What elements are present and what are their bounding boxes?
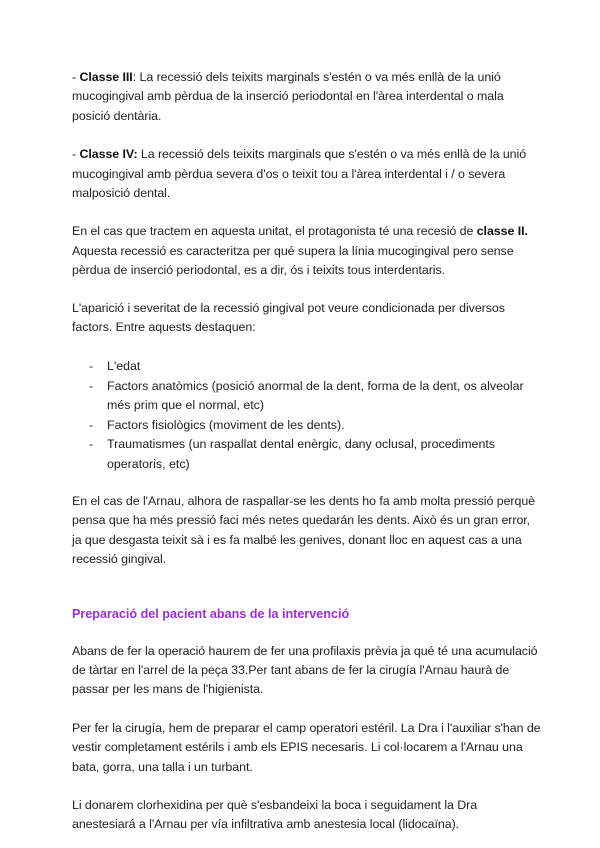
classe-iii-text: : La recessió dels teixits marginals s'estén o va més enllà de la unió mucogingival amb pèrdua de la inserció periodontal en l'àrea interdental o mala posició dentària. xyxy=(72,70,504,123)
aparicio-paragraph: L'aparició i severitat de la recessió gingival pot veure condicionada per diversos factors. Entre aquests destaquen: xyxy=(72,300,505,335)
classe-iii-label: Classe III xyxy=(79,70,133,84)
classe-iv-prefix: - xyxy=(72,147,80,162)
list-item xyxy=(70,377,542,416)
cas-text-before: En el cas que tractem en aquesta unitat, el protagonista té una recesió de xyxy=(72,224,477,239)
list-dash: - xyxy=(89,378,94,393)
arnau-paragraph: En el cas de l'Arnau, alhora de raspallar-se les dents ho fa amb molta pressió perquè pensa que ha més pressió faci més netes quedarán les dents. Això és un gran error, ja que desgasta teixit sà i es fa malbé les genives, donant lloc en aquest cas a una recessió gingival. xyxy=(72,493,536,567)
list-item xyxy=(70,357,542,376)
list-item xyxy=(70,416,542,435)
list-item-text: L'edat xyxy=(107,359,141,374)
list-dash: - xyxy=(89,437,94,452)
list-dash: - xyxy=(89,417,94,432)
profilaxis-paragraph: Abans de fer la operació haurem de fer una profilaxis prèvia ja qué té una acumulació de tàrtar en l'arrel de la peça 33.Per tant abans de fer la cirugía l'Arnau haurà de passar per les mans de l'higienista. xyxy=(72,643,538,697)
classe-iii-prefix: - xyxy=(72,70,80,84)
cas-paragraph xyxy=(72,222,542,280)
camp-operatori-paragraph: Per fer la cirugía, hem de preparar el camp operatori estéril. La Dra i l'auxiliar s'han de vestir completament estérils i amb els EPIS necesaris. Li col·locarem a l'Arnau una bata, gorra, una talla i un turbant. xyxy=(72,720,541,774)
section-heading: Preparació del pacient abans de la intervenció xyxy=(72,606,350,621)
classe-iv-text: La recessió dels teixits marginals que s'estén o va més enllà de la unió mucogingival amb pèrdua severa d'os o teixit tou a l'àrea interdental i / o severa malposició dental. xyxy=(72,147,527,201)
list-item-text: Traumatismes (un raspallat dental enèrgic, dany oclusal, procediments operatoris, etc) xyxy=(107,437,495,471)
cas-classe-label: classe II. xyxy=(476,224,528,239)
list-item xyxy=(70,435,542,474)
list-item-text: Factors fisiològics (moviment de les dents). xyxy=(107,417,345,432)
classe-iii-paragraph xyxy=(72,68,542,126)
list-item-text: Factors anatòmics (posició anormal de la dent, forma de la dent, os alveolar més prim que el normal, etc) xyxy=(107,378,524,413)
classe-iv-paragraph xyxy=(72,145,542,203)
classe-iv-label: Classe IV: xyxy=(79,147,138,162)
list-dash: - xyxy=(89,359,94,374)
document-page xyxy=(72,68,542,835)
anestesia-paragraph: Li donarem clorhexidina per què s'esbandeixi la boca i seguidament la Dra anestesiará a l'Arnau per vía infiltrativa amb anestesia local (lidocaïna). xyxy=(72,797,478,832)
factors-list xyxy=(72,357,542,473)
cas-text-after: Aquesta recessió es caracteritza per qué supera la línia mucogingival pero sense pèrdua de inserció periodontal, es a dir, ós i teixits tous interdentaris. xyxy=(72,243,514,278)
